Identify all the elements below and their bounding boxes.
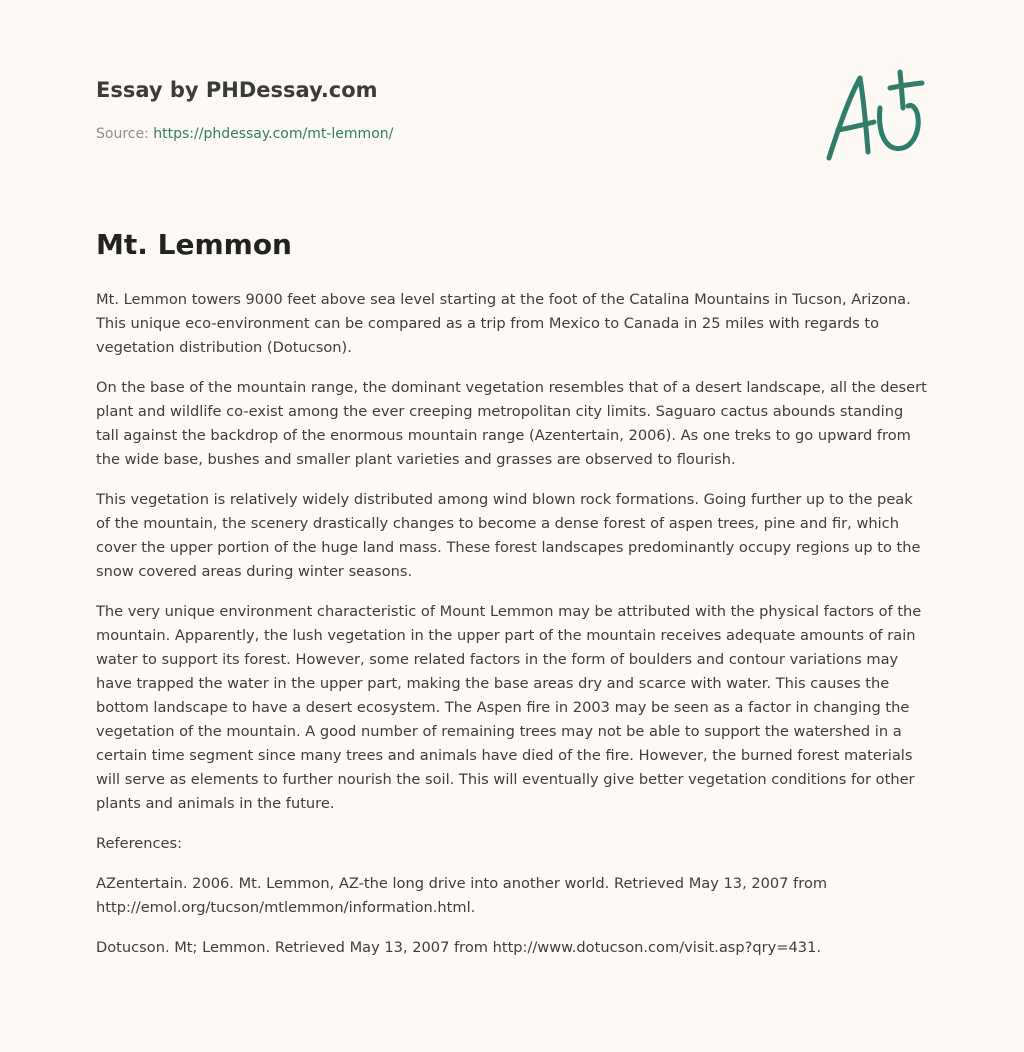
a-plus-grade-icon bbox=[824, 68, 928, 164]
article bbox=[96, 226, 928, 976]
source-link[interactable]: https://phdessay.com/mt-lemmon/ bbox=[153, 126, 394, 142]
source-line bbox=[96, 124, 856, 144]
source-label: Source: bbox=[96, 126, 154, 142]
reference-item: AZentertain. 2006. Mt. Lemmon, AZ-the long drive into another world. Retrieved May 13, 2007 from http://emol.org/tucson/mtlemmon/information.html. bbox=[96, 875, 828, 916]
article-title: Mt. Lemmon bbox=[96, 228, 292, 261]
paragraph: Mt. Lemmon towers 9000 feet above sea level starting at the foot of the Catalina Mountains in Tucson, Arizona. This unique eco-environment can be compared as a trip from Mexico to Canada in 25 miles with regards to vegetation distribution (Dotucson). bbox=[96, 291, 911, 356]
paragraph: The very unique environment characteristic of Mount Lemmon may be attributed with the physical factors of the mountain. Apparently, the lush vegetation in the upper part of the mountain receives adequate amounts of rain water to support its forest. However, some related factors in the form of boulders and contour variations may have trapped the water in the upper part, making the base areas dry and scarce with water. This causes the bottom landscape to have a desert ecosystem. The Aspen fire in 2003 may be seen as a factor in changing the vegetation of the mountain. A good number of remaining trees may not be able to support the watershed in a certain time segment since many trees and animals have died of the fire. However, the burned forest materials will serve as elements to further nourish the soil. This will eventually give better vegetation conditions for other plants and animals in the future. bbox=[96, 603, 922, 812]
page-header bbox=[96, 76, 856, 144]
paragraph: On the base of the mountain range, the dominant vegetation resembles that of a desert landscape, all the desert plant and wildlife co-exist among the ever creeping metropolitan city limits. Saguaro cactus abounds standing tall against the backdrop of the enormous mountain range (Azentertain, 2006). As one treks to go upward from the wide base, bushes and smaller plant varieties and grasses are observed to flourish. bbox=[96, 379, 927, 468]
site-brand: Essay by PHDessay.com bbox=[96, 78, 378, 102]
paragraph: This vegetation is relatively widely distributed among wind blown rock formations. Going further up to the peak of the mountain, the scenery drastically changes to become a dense forest of aspen trees, pine and fir, which cover the upper portion of the huge land mass. These forest landscapes predominantly occupy regions up to the snow covered areas during winter seasons. bbox=[96, 491, 921, 580]
reference-item: Dotucson. Mt; Lemmon. Retrieved May 13, 2007 from http://www.dotucson.com/visit.asp?qry=431. bbox=[96, 939, 821, 956]
references-heading: References: bbox=[96, 835, 183, 852]
